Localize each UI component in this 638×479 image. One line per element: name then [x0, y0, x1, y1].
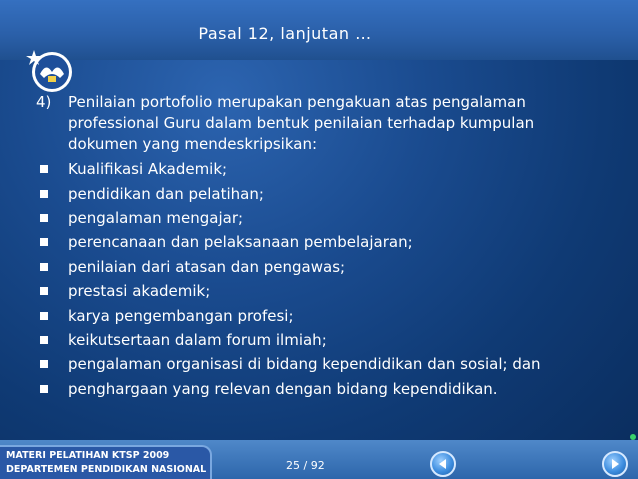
bullet-item: penilaian dari atasan dan pengawas;	[36, 255, 596, 279]
square-bullet-icon	[40, 190, 48, 198]
square-bullet-icon	[40, 263, 48, 271]
tut-wuri-handayani-logo	[24, 44, 76, 96]
intro-number: 4)	[36, 93, 52, 111]
bullet-item: pendidikan dan pelatihan;	[36, 181, 596, 205]
slide-content	[36, 92, 596, 401]
square-bullet-icon	[40, 238, 48, 246]
square-bullet-icon	[40, 360, 48, 368]
square-bullet-icon	[40, 214, 48, 222]
square-bullet-icon	[40, 312, 48, 320]
page-number: 25 / 92	[286, 459, 325, 472]
bullet-item: penghargaan yang relevan dengan bidang kependidikan.	[36, 377, 596, 401]
intro-paragraph	[36, 92, 596, 155]
footer-line-2: DEPARTEMEN PENDIDIKAN NASIONAL	[6, 464, 207, 475]
bullet-item: prestasi akademik;	[36, 279, 596, 303]
bullet-item: karya pengembangan profesi;	[36, 303, 596, 327]
bullet-item: pengalaman organisasi di bidang kependidikan dan sosial; dan	[36, 352, 596, 376]
intro-text: Penilaian portofolio merupakan pengakuan atas pengalaman professional Guru dalam bentuk penilaian terhadap kumpulan dokumen yang mendeskripsikan:	[68, 93, 535, 153]
prev-slide-button[interactable]	[430, 451, 456, 477]
next-slide-button[interactable]	[602, 451, 628, 477]
square-bullet-icon	[40, 336, 48, 344]
bullet-item: pengalaman mengajar;	[36, 206, 596, 230]
square-bullet-icon	[40, 165, 48, 173]
square-bullet-icon	[40, 385, 48, 393]
bullet-item: perencanaan dan pelaksanaan pembelajaran;	[36, 230, 596, 254]
bullet-item: Kualifikasi Akademik;	[36, 157, 596, 181]
bullet-list	[36, 157, 596, 401]
arrow-right-icon	[609, 458, 621, 470]
square-bullet-icon	[40, 287, 48, 295]
bullet-item: keikutsertaan dalam forum ilmiah;	[36, 328, 596, 352]
slide-title: Pasal 12, lanjutan …	[198, 24, 372, 43]
arrow-left-icon	[437, 458, 449, 470]
footer-line-1: MATERI PELATIHAN KTSP 2009	[6, 450, 170, 461]
